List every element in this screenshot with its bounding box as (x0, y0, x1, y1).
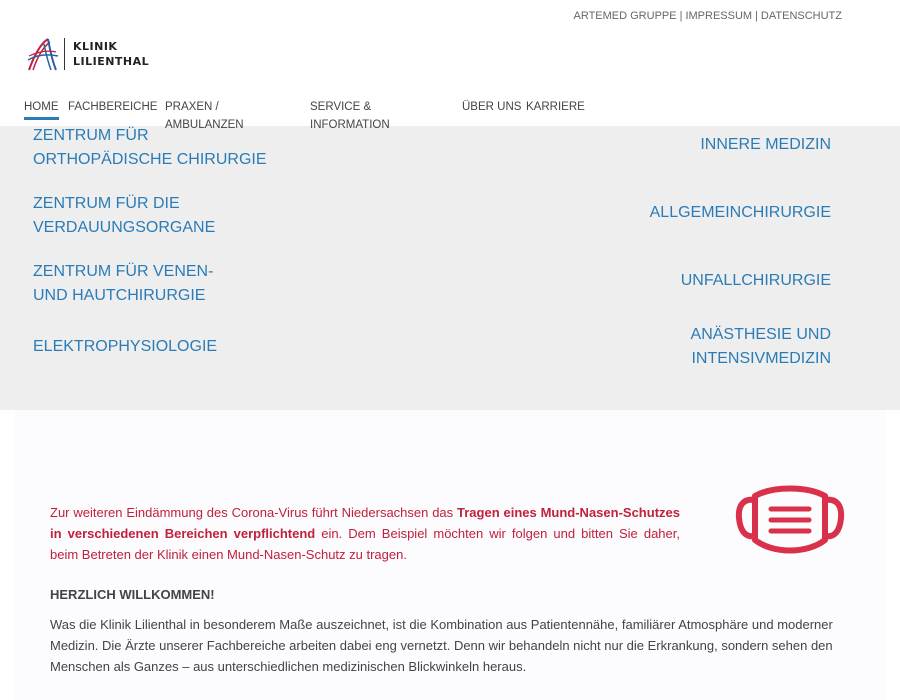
face-mask-icon (733, 482, 847, 562)
logo-line-1: KLINIK (73, 40, 118, 53)
site-logo[interactable] (26, 36, 149, 72)
dept-venen-line-2: UND HAUTCHIRURGIE (33, 287, 206, 304)
corona-notice (50, 502, 680, 565)
site-header (0, 0, 900, 131)
dept-anaesthesie[interactable] (691, 323, 831, 371)
nav-karriere[interactable] (526, 98, 585, 116)
dept-anaesthesie-line-2: INTENSIVMEDIZIN (691, 350, 831, 367)
nav-praxen-line-1: PRAXEN / (165, 101, 219, 113)
logo-divider (64, 38, 65, 70)
logo-line-2: LILIENTHAL (73, 55, 150, 68)
nav-fachbereiche[interactable] (68, 98, 157, 116)
dept-innere-medizin-line-1: INNERE MEDIZIN (700, 136, 831, 153)
klinik-logo-icon (26, 36, 60, 72)
dept-verdauung[interactable] (33, 192, 215, 240)
top-links: ARTEMED GRUPPE | IMPRESSUM | DATENSCHUTZ (573, 10, 842, 22)
dept-elektrophysiologie[interactable] (33, 335, 217, 359)
notice-text-2: ein. Dem Beispiel möchten wir folgen und bitten Sie daher, beim Betreten der Klinik einen Mund-Nasen-Schutz zu tragen. (50, 526, 680, 562)
nav-ueber-uns[interactable] (462, 98, 521, 116)
dept-allgemeinchirurgie-line-1: ALLGEMEINCHIRURGIE (649, 204, 831, 221)
nav-service[interactable] (310, 98, 390, 134)
dept-anaesthesie-line-1: ANÄSTHESIE UND (690, 326, 831, 343)
logo-text (73, 39, 149, 69)
nav-karriere-label: KARRIERE (526, 101, 585, 113)
nav-ueber-uns-label: ÜBER UNS (462, 101, 522, 113)
notice-bold: Tragen eines Mund-Nasen-Schutzes in verschiedenen Bereichen verpflichtend (50, 505, 680, 541)
dept-allgemeinchirurgie[interactable] (650, 201, 831, 225)
welcome-title: HERZLICH WILLKOMMEN! (50, 587, 215, 602)
dept-orthopaedie-line-2: ORTHOPÄDISCHE CHIRURGIE (33, 151, 267, 168)
dept-venen[interactable] (33, 260, 213, 308)
dept-elektrophysiologie-line-1: ELEKTROPHYSIOLOGIE (33, 338, 218, 355)
dept-orthopaedie-line-1: ZENTRUM FÜR (33, 127, 149, 144)
dept-innere-medizin[interactable] (700, 133, 831, 157)
nav-praxen[interactable] (165, 98, 244, 134)
nav-service-line-1: SERVICE & (310, 101, 372, 113)
departments-panel (0, 126, 900, 410)
dept-venen-line-1: ZENTRUM FÜR VENEN- (33, 263, 214, 280)
dept-verdauung-line-1: ZENTRUM FÜR DIE (33, 195, 180, 212)
dept-verdauung-line-2: VERDAUUNGSORGANE (33, 219, 216, 236)
nav-fachbereiche-label: FACHBEREICHE (68, 101, 158, 113)
dept-unfallchirurgie[interactable] (681, 269, 831, 293)
nav-praxen-line-2: AMBULANZEN (165, 119, 244, 131)
nav-home-label: HOME (24, 101, 59, 113)
main-content (15, 410, 885, 700)
nav-home[interactable] (24, 98, 59, 120)
nav-service-line-2: INFORMATION (310, 119, 390, 131)
top-link-artemed[interactable]: ARTEMED GRUPPE (573, 10, 677, 22)
top-link-impressum[interactable]: IMPRESSUM (685, 10, 753, 22)
dept-unfallchirurgie-line-1: UNFALLCHIRURGIE (680, 272, 831, 289)
welcome-text: Was die Klinik Lilienthal in besonderem Maße auszeichnet, ist die Kombination aus Patientennähe, familiärer Atmosphäre und moderner Medizin. Die Ärzte unserer Fachbereiche arbeiten dabei eng vernetzt. Denn wir behandeln nicht nur die Erkrankung, sondern sehen den Menschen als Ganzes – aus unterschiedlichen medizinischen Blickwinkeln heraus. (50, 617, 833, 674)
top-link-datenschutz[interactable]: DATENSCHUTZ (760, 10, 842, 22)
notice-text-1: Zur weiteren Eindämmung des Corona-Virus führt Niedersachsen das (50, 505, 458, 520)
